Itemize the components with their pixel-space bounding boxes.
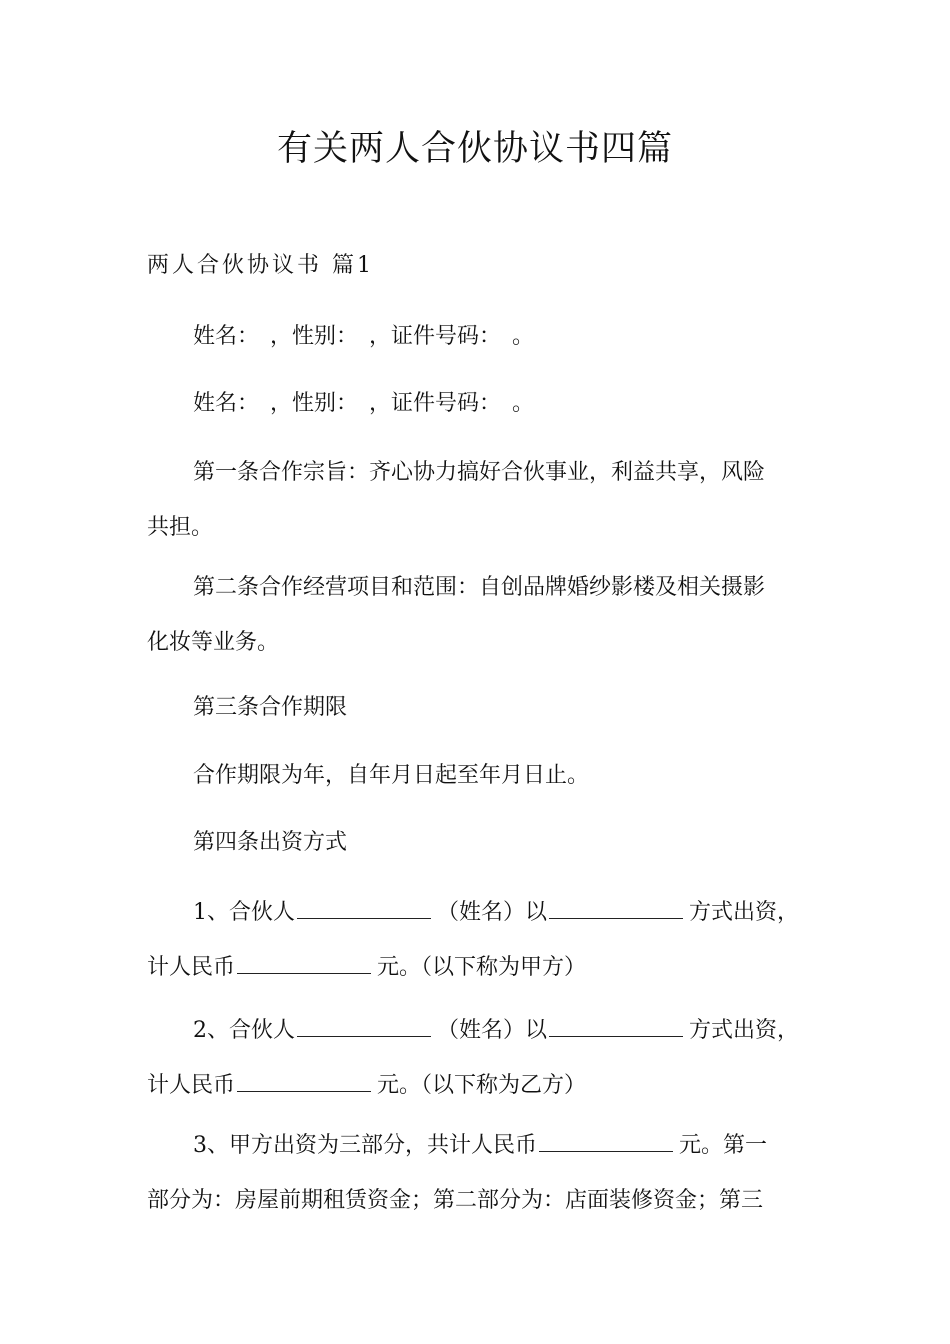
item-1-text-b: （姓名）以: [437, 900, 548, 925]
party-2-line: [147, 376, 807, 431]
article-1-paragraph: [147, 445, 807, 555]
item-3-line-1: [147, 1118, 807, 1173]
section-heading: 两人合伙协议书 篇1: [147, 253, 374, 278]
article-4-title-paragraph: [147, 815, 807, 870]
contribution-item-3: [147, 1118, 807, 1228]
item-2-line-1: [147, 1003, 807, 1058]
item-1-line-1: [147, 885, 807, 940]
item-2-method-blank: [549, 1016, 683, 1037]
article-3-text: 合作期限为年，自年月日起至年月日止。: [193, 763, 590, 788]
item-3-line-2: 部分为：房屋前期租赁资金；第二部分为：店面装修资金；第三: [147, 1188, 764, 1213]
article-2-line-2: 化妆等业务。: [147, 630, 280, 655]
article-3-title-paragraph: [147, 680, 807, 735]
item-2-amount-blank: [237, 1071, 371, 1092]
item-1-line-2: [147, 940, 807, 995]
item-2-text-c: 方式出资，: [689, 1018, 800, 1043]
item-2-line-2: [147, 1058, 807, 1113]
item-1-text-e: 元。（以下称为甲方）: [377, 955, 587, 980]
item-3-text-b: 元。第一: [679, 1133, 768, 1158]
item-2-text-d: 计人民币: [147, 1073, 236, 1098]
item-2-text-e: 元。（以下称为乙方）: [377, 1073, 587, 1098]
item-1-method-blank: [549, 898, 683, 919]
item-1-text-d: 计人民币: [147, 955, 236, 980]
document-title: 有关两人合伙协议书四篇: [276, 129, 673, 169]
contribution-item-1: [147, 885, 807, 995]
item-3-text-a: 3、甲方出资为三部分，共计人民币: [193, 1133, 537, 1158]
article-2-paragraph: [147, 560, 807, 670]
item-1-amount-blank: [237, 953, 371, 974]
article-3-text-paragraph: [147, 748, 807, 803]
article-3-title: 第三条合作期限: [193, 695, 348, 720]
article-1-line-2: 共担。: [147, 515, 214, 540]
item-1-text-c: 方式出资，: [689, 900, 800, 925]
party-1-line: [147, 309, 807, 364]
party-2-text: 姓名： ，性别： ，证件号码： 。: [193, 391, 535, 416]
item-1-name-blank: [297, 898, 431, 919]
article-2-line-1: 第二条合作经营项目和范围：自创品牌婚纱影楼及相关摄影: [193, 575, 766, 600]
item-1-text-a: 1、合伙人: [193, 900, 295, 925]
item-2-text-b: （姓名）以: [437, 1018, 548, 1043]
item-3-amount-blank: [539, 1131, 673, 1152]
article-1-line-1: 第一条合作宗旨：齐心协力搞好合伙事业，利益共享，风险: [193, 460, 766, 485]
item-2-text-a: 2、合伙人: [193, 1018, 295, 1043]
contribution-item-2: [147, 1003, 807, 1113]
article-4-title: 第四条出资方式: [193, 830, 348, 855]
item-2-name-blank: [297, 1016, 431, 1037]
party-1-text: 姓名： ，性别： ，证件号码： 。: [193, 324, 535, 349]
